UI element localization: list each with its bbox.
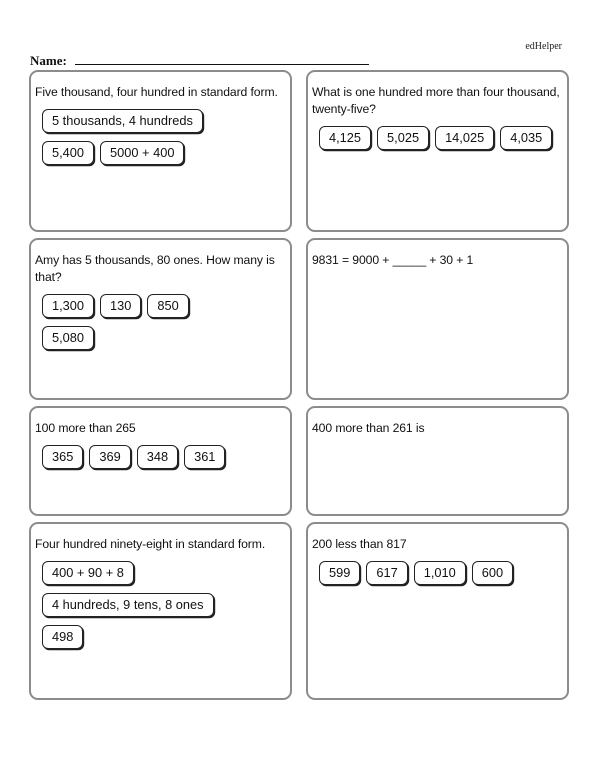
answer-choices [312,126,563,150]
question-card-8 [306,522,569,700]
brand-label: edHelper [525,41,562,52]
question-text: 100 more than 265 [35,421,136,435]
answer-option[interactable]: 600 [472,561,513,585]
answer-option[interactable]: 5 thousands, 4 hundreds [42,109,203,133]
name-row [30,53,390,69]
answer-option[interactable]: 130 [100,294,141,318]
answer-option[interactable]: 1,010 [414,561,466,585]
answer-option[interactable]: 498 [42,625,83,649]
question-text: 200 less than 817 [312,537,407,551]
answer-option[interactable]: 850 [147,294,188,318]
answer-option[interactable]: 4,125 [319,126,371,150]
question-text: Four hundred ninety-eight in standard form. [35,537,266,551]
answer-option[interactable]: 5000 + 400 [100,141,184,165]
answer-option[interactable]: 369 [89,445,130,469]
question-card-7 [29,522,292,700]
question-card-2 [306,70,569,232]
answer-choices [35,445,286,469]
answer-option[interactable]: 599 [319,561,360,585]
question-card-6 [306,406,569,516]
name-blank-line[interactable] [75,64,369,65]
question-text: 400 more than 261 is [312,421,425,435]
answer-option[interactable]: 14,025 [435,126,494,150]
answer-option[interactable]: 361 [184,445,225,469]
question-text: Amy has 5 thousands, 80 ones. How many is that? [35,253,275,284]
answer-option[interactable]: 4,035 [500,126,552,150]
question-text: What is one hundred more than four thousand, twenty-five? [312,85,560,116]
question-card-5 [29,406,292,516]
answer-option[interactable]: 5,025 [377,126,429,150]
answer-option[interactable]: 4 hundreds, 9 tens, 8 ones [42,593,214,617]
answer-option[interactable]: 1,300 [42,294,94,318]
question-card-4 [306,238,569,400]
question-card-3 [29,238,292,400]
answer-choices [35,109,286,165]
answer-option[interactable]: 617 [366,561,407,585]
name-label: Name: [30,53,67,68]
answer-option[interactable]: 400 + 90 + 8 [42,561,134,585]
answer-option[interactable]: 5,080 [42,326,94,350]
question-card-1 [29,70,292,232]
question-text: Five thousand, four hundred in standard form. [35,85,278,99]
answer-option[interactable]: 365 [42,445,83,469]
answer-option[interactable]: 348 [137,445,178,469]
answer-choices [35,561,286,649]
answer-choices [312,561,563,585]
question-text: 9831 = 9000 + _____ + 30 + 1 [312,253,474,267]
answer-option[interactable]: 5,400 [42,141,94,165]
answer-choices [35,294,286,350]
